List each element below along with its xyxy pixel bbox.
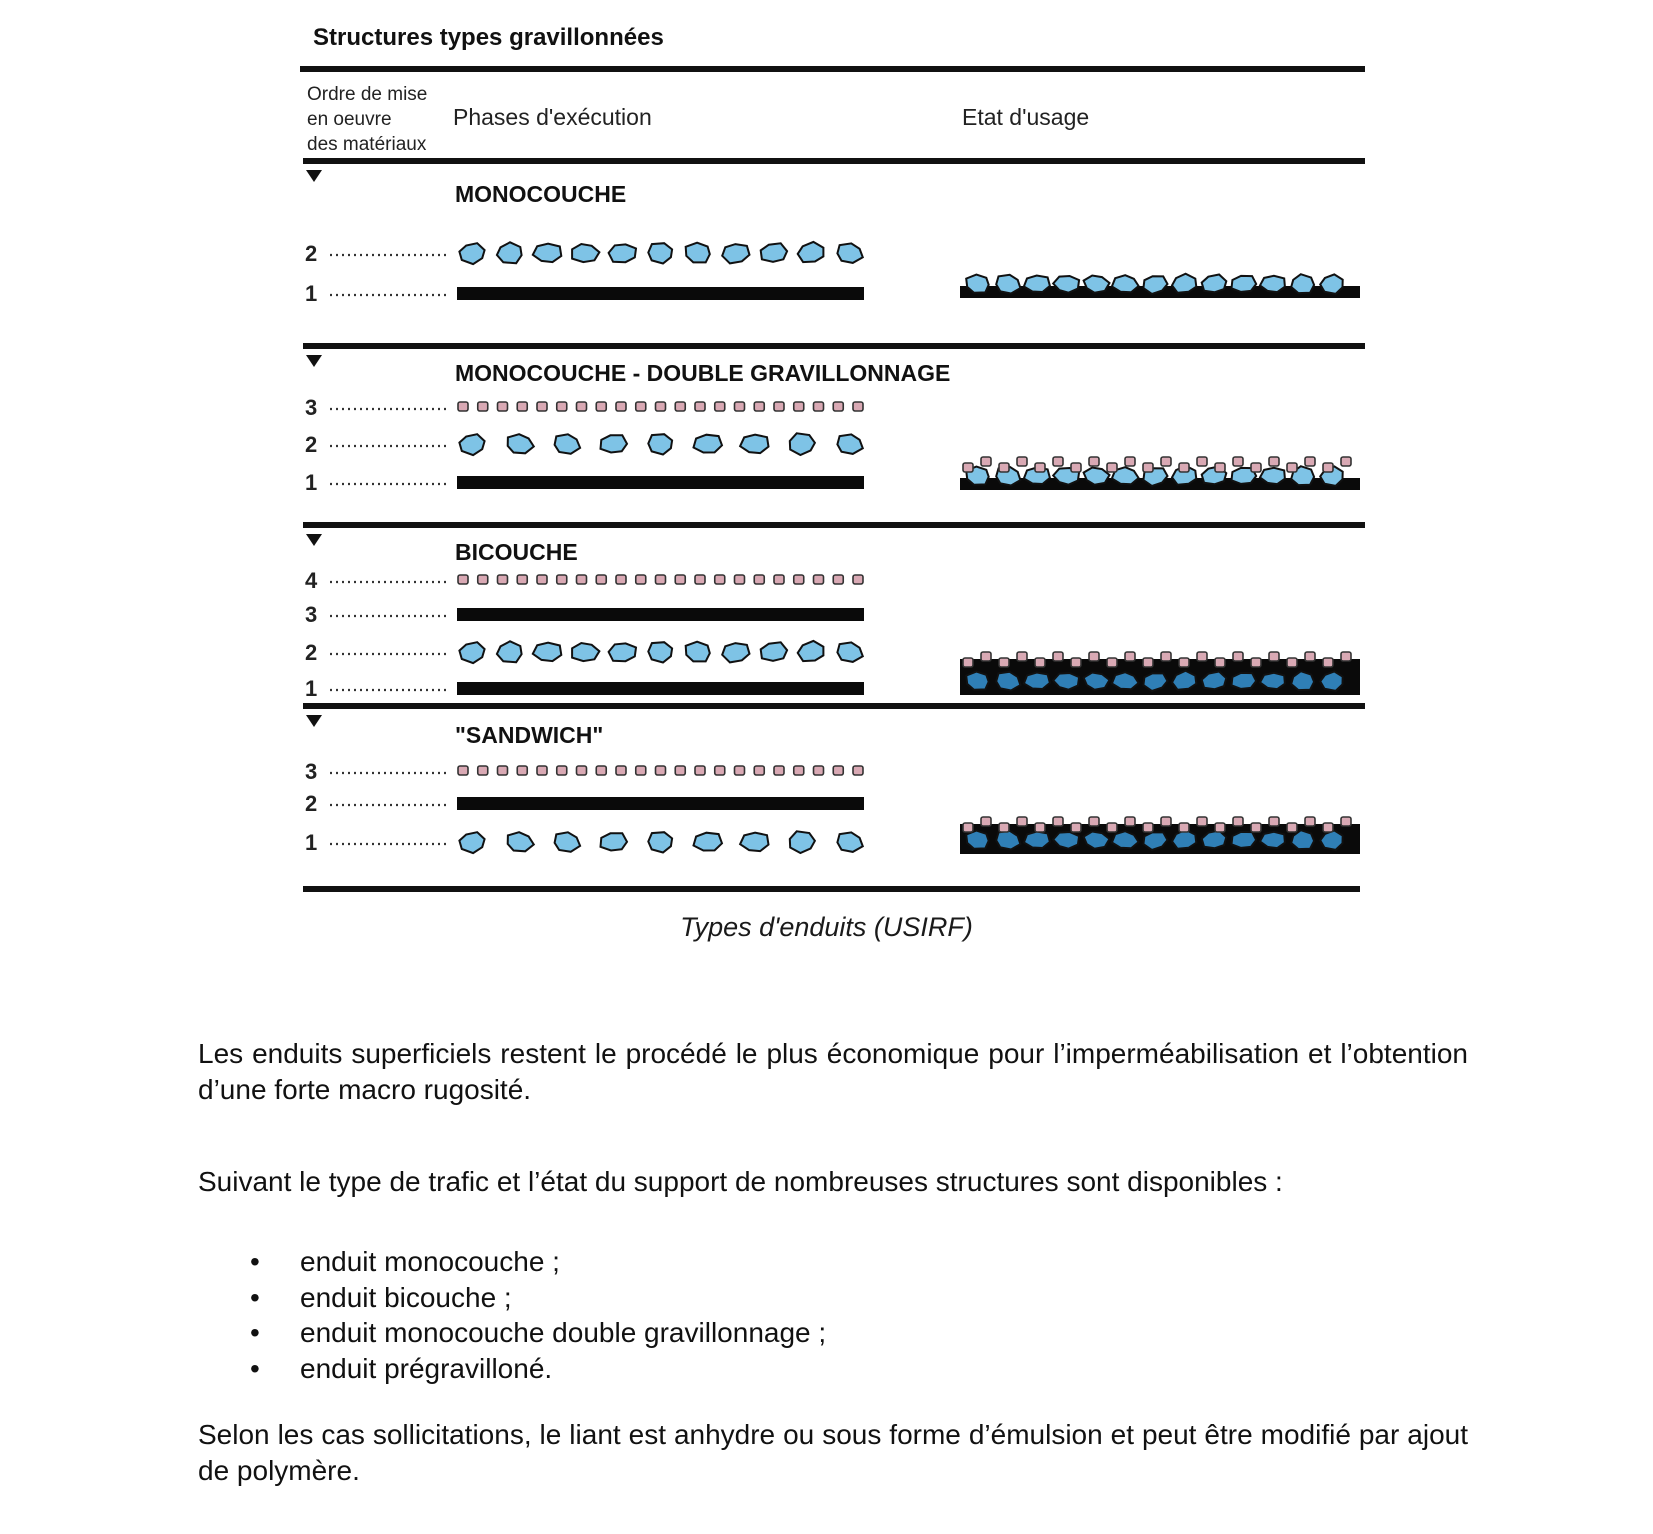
small-aggregate-stone bbox=[458, 766, 468, 775]
aggregate-stone bbox=[1024, 276, 1050, 293]
aggregate-stone bbox=[533, 643, 562, 661]
aggregate-stone bbox=[686, 642, 710, 662]
small-aggregate-stone bbox=[517, 766, 527, 775]
small-aggregate-stone bbox=[577, 575, 587, 584]
small-aggregate-stone bbox=[1035, 463, 1045, 472]
binder-layer bbox=[457, 287, 864, 300]
small-aggregate-stone bbox=[1143, 463, 1153, 472]
usage-state-2 bbox=[960, 457, 1360, 490]
layer-large-aggregate bbox=[459, 433, 862, 455]
small-aggregate-stone bbox=[1161, 457, 1171, 466]
binder-layer bbox=[457, 797, 864, 810]
small-aggregate-stone bbox=[833, 402, 843, 411]
section-rule bbox=[303, 158, 1365, 164]
aggregate-stone bbox=[722, 244, 749, 263]
layer-number: 3 bbox=[305, 602, 318, 627]
small-aggregate-stone bbox=[1341, 817, 1351, 826]
layer-number: 2 bbox=[305, 640, 318, 665]
small-aggregate-stone bbox=[1251, 823, 1261, 832]
aggregate-stone bbox=[459, 434, 484, 455]
small-aggregate-stone bbox=[1305, 817, 1315, 826]
section-name: MONOCOUCHE bbox=[455, 181, 627, 207]
small-aggregate-stone bbox=[1125, 817, 1135, 826]
small-aggregate-stone bbox=[853, 575, 863, 584]
small-aggregate-stone bbox=[981, 652, 991, 661]
list-item bbox=[198, 1280, 826, 1316]
small-aggregate-stone bbox=[754, 575, 764, 584]
layer-binder bbox=[457, 287, 864, 300]
small-aggregate-stone bbox=[963, 463, 973, 472]
aggregate-stone bbox=[508, 832, 534, 851]
small-aggregate-stone bbox=[1089, 817, 1099, 826]
aggregate-stone bbox=[798, 242, 824, 262]
small-aggregate-stone bbox=[616, 575, 626, 584]
small-aggregate-stone bbox=[1305, 652, 1315, 661]
aggregate-stone bbox=[740, 833, 768, 852]
small-aggregate-stone bbox=[596, 766, 606, 775]
section-4 bbox=[303, 703, 1365, 855]
small-aggregate-stone bbox=[1053, 652, 1063, 661]
small-aggregate-stone bbox=[754, 766, 764, 775]
aggregate-stone bbox=[740, 435, 768, 454]
small-aggregate-stone bbox=[458, 575, 468, 584]
aggregate-stone bbox=[648, 832, 672, 852]
small-aggregate-stone bbox=[1179, 658, 1189, 667]
small-aggregate-stone bbox=[715, 402, 725, 411]
small-aggregate-stone bbox=[537, 766, 547, 775]
small-aggregate-stone bbox=[1143, 823, 1153, 832]
small-aggregate-stone bbox=[695, 766, 705, 775]
layer-large-aggregate bbox=[459, 242, 862, 264]
small-aggregate-stone bbox=[1197, 457, 1207, 466]
list-item bbox=[198, 1315, 826, 1351]
small-aggregate-stone bbox=[636, 766, 646, 775]
aggregate-stone bbox=[837, 642, 862, 662]
small-aggregate-stone bbox=[636, 402, 646, 411]
small-aggregate-stone bbox=[1233, 817, 1243, 826]
layer-small-aggregate bbox=[458, 575, 863, 584]
small-aggregate-stone bbox=[1143, 658, 1153, 667]
aggregate-stone bbox=[648, 434, 672, 454]
small-aggregate-stone bbox=[715, 766, 725, 775]
small-aggregate-stone bbox=[675, 402, 685, 411]
small-aggregate-stone bbox=[981, 817, 991, 826]
aggregate-stone bbox=[533, 244, 562, 262]
small-aggregate-stone bbox=[675, 575, 685, 584]
aggregate-stone bbox=[508, 434, 534, 453]
aggregate-stone bbox=[459, 642, 484, 663]
aggregate-stone bbox=[1024, 673, 1050, 690]
layer-small-aggregate bbox=[458, 402, 863, 411]
small-aggregate-stone bbox=[981, 457, 991, 466]
layer-binder bbox=[457, 682, 864, 695]
list-item-text: enduit monocouche ; bbox=[300, 1246, 560, 1277]
small-aggregate-stone bbox=[1053, 817, 1063, 826]
aggregate-stone bbox=[1291, 274, 1314, 293]
small-aggregate-stone bbox=[1179, 463, 1189, 472]
aggregate-stone bbox=[1320, 274, 1343, 294]
small-aggregate-stone bbox=[1233, 457, 1243, 466]
small-aggregate-stone bbox=[695, 575, 705, 584]
small-aggregate-stone bbox=[735, 766, 745, 775]
list-item-text: enduit monocouche double gravillonnage ; bbox=[300, 1317, 827, 1348]
usage-state-1 bbox=[960, 274, 1360, 298]
small-aggregate-stone bbox=[1035, 823, 1045, 832]
layer-number: 1 bbox=[305, 470, 318, 495]
section-name: BICOUCHE bbox=[455, 539, 578, 565]
bullet-icon: • bbox=[250, 1352, 260, 1384]
small-aggregate-stone bbox=[1323, 823, 1333, 832]
small-aggregate-stone bbox=[814, 575, 824, 584]
small-aggregate-stone bbox=[1017, 457, 1027, 466]
aggregate-stone bbox=[555, 434, 581, 454]
small-aggregate-stone bbox=[853, 402, 863, 411]
small-aggregate-stone bbox=[537, 575, 547, 584]
aggregate-stone bbox=[1232, 276, 1257, 292]
small-aggregate-stone bbox=[715, 575, 725, 584]
aggregate-stone bbox=[1232, 832, 1257, 848]
small-aggregate-stone bbox=[1107, 658, 1117, 667]
usage-state-4 bbox=[960, 817, 1360, 854]
layer-large-aggregate bbox=[459, 641, 862, 663]
small-aggregate-stone bbox=[1089, 652, 1099, 661]
small-aggregate-stone bbox=[1269, 817, 1279, 826]
layer-number: 2 bbox=[305, 432, 318, 457]
small-aggregate-stone bbox=[1323, 658, 1333, 667]
aggregate-stone bbox=[555, 832, 581, 852]
small-aggregate-stone bbox=[1071, 463, 1081, 472]
small-aggregate-stone bbox=[999, 463, 1009, 472]
small-aggregate-stone bbox=[1197, 817, 1207, 826]
aggregate-stone bbox=[459, 243, 484, 264]
small-aggregate-stone bbox=[814, 766, 824, 775]
small-aggregate-stone bbox=[1071, 823, 1081, 832]
aggregate-stone bbox=[609, 643, 636, 661]
order-header-line-1: Ordre de mise bbox=[307, 84, 428, 105]
section-rule bbox=[303, 522, 1365, 528]
aggregate-stone bbox=[497, 641, 522, 662]
aggregate-stone bbox=[837, 434, 862, 454]
list-item bbox=[198, 1351, 826, 1387]
order-header-line-2: en oeuvre bbox=[307, 109, 392, 130]
small-aggregate-stone bbox=[656, 402, 666, 411]
aggregate-stone bbox=[686, 243, 710, 263]
aggregate-stone bbox=[648, 642, 672, 662]
binder-layer bbox=[457, 608, 864, 621]
small-aggregate-stone bbox=[999, 658, 1009, 667]
layer-number: 2 bbox=[305, 241, 318, 266]
aggregate-stone bbox=[837, 243, 862, 263]
small-aggregate-stone bbox=[754, 402, 764, 411]
small-aggregate-stone bbox=[853, 766, 863, 775]
bullet-icon: • bbox=[250, 1281, 260, 1313]
structures-list bbox=[198, 1244, 826, 1386]
aggregate-stone bbox=[966, 275, 989, 293]
small-aggregate-stone bbox=[675, 766, 685, 775]
aggregate-stone bbox=[1112, 275, 1139, 292]
section-3 bbox=[303, 522, 1365, 701]
small-aggregate-stone bbox=[596, 575, 606, 584]
aggregate-stone bbox=[1024, 832, 1050, 849]
list-item-text: enduit bicouche ; bbox=[300, 1281, 512, 1313]
small-aggregate-stone bbox=[1035, 658, 1045, 667]
small-aggregate-stone bbox=[616, 766, 626, 775]
layer-large-aggregate bbox=[459, 831, 862, 853]
layer-number: 1 bbox=[305, 281, 318, 306]
small-aggregate-stone bbox=[478, 766, 488, 775]
paragraph-intro: Les enduits superficiels restent le procédé le plus économique pour l’imperméabilisation et l’obtention d’une forte macro rugosité. bbox=[198, 1038, 1468, 1105]
small-aggregate-stone bbox=[478, 575, 488, 584]
layer-number: 1 bbox=[305, 676, 318, 701]
aggregate-stone bbox=[722, 643, 749, 662]
layer-number: 3 bbox=[305, 395, 318, 420]
layer-binder bbox=[457, 476, 864, 489]
small-aggregate-stone bbox=[1305, 457, 1315, 466]
aggregate-stone bbox=[837, 832, 862, 852]
small-aggregate-stone bbox=[1179, 823, 1189, 832]
down-arrow-icon bbox=[306, 534, 322, 546]
small-aggregate-stone bbox=[1107, 463, 1117, 472]
small-aggregate-stone bbox=[963, 658, 973, 667]
small-aggregate-stone bbox=[1251, 463, 1261, 472]
aggregate-stone bbox=[609, 244, 636, 262]
layer-number: 4 bbox=[305, 568, 318, 593]
small-aggregate-stone bbox=[498, 766, 508, 775]
aggregate-stone bbox=[761, 642, 787, 661]
aggregate-stone bbox=[1232, 673, 1257, 689]
section-rule bbox=[303, 343, 1365, 349]
section-name: "SANDWICH" bbox=[455, 722, 604, 748]
layer-binder bbox=[457, 608, 864, 621]
small-aggregate-stone bbox=[735, 402, 745, 411]
list-item-text: enduit prégravilloné. bbox=[300, 1352, 553, 1384]
small-aggregate-stone bbox=[833, 766, 843, 775]
order-header-line-3: des matériaux bbox=[307, 134, 427, 155]
small-aggregate-stone bbox=[1071, 658, 1081, 667]
small-aggregate-stone bbox=[774, 766, 784, 775]
small-aggregate-stone bbox=[794, 766, 804, 775]
small-aggregate-stone bbox=[1251, 658, 1261, 667]
aggregate-stone bbox=[996, 275, 1020, 294]
small-aggregate-stone bbox=[794, 402, 804, 411]
aggregate-stone bbox=[761, 243, 787, 261]
binder-layer bbox=[457, 682, 864, 695]
aggregate-stone bbox=[1172, 274, 1196, 293]
bottom-rule bbox=[303, 886, 1360, 892]
aggregate-stone bbox=[572, 244, 599, 262]
small-aggregate-stone bbox=[814, 402, 824, 411]
aggregate-stone bbox=[601, 435, 628, 452]
small-aggregate-stone bbox=[656, 575, 666, 584]
top-rule bbox=[300, 66, 1365, 72]
small-aggregate-stone bbox=[616, 402, 626, 411]
small-aggregate-stone bbox=[1053, 457, 1063, 466]
small-aggregate-stone bbox=[1161, 817, 1171, 826]
figure-title: Structures types gravillonnées bbox=[313, 24, 664, 51]
paragraph-binder: Selon les cas sollicitations, le liant est anhydre ou sous forme d’émulsion et peut être modifié par ajout de polymère. bbox=[198, 1419, 1468, 1486]
bullet-icon: • bbox=[250, 1317, 260, 1348]
small-aggregate-stone bbox=[1215, 823, 1225, 832]
aggregate-stone bbox=[966, 831, 989, 849]
small-aggregate-stone bbox=[1287, 658, 1297, 667]
phases-header: Phases d'exécution bbox=[453, 104, 652, 130]
small-aggregate-stone bbox=[695, 402, 705, 411]
small-aggregate-stone bbox=[794, 575, 804, 584]
small-aggregate-stone bbox=[735, 575, 745, 584]
small-aggregate-stone bbox=[517, 575, 527, 584]
small-aggregate-stone bbox=[557, 766, 567, 775]
small-aggregate-stone bbox=[1287, 823, 1297, 832]
section-1 bbox=[303, 158, 1365, 306]
small-aggregate-stone bbox=[557, 575, 567, 584]
small-aggregate-stone bbox=[1125, 457, 1135, 466]
aggregate-stone bbox=[1202, 275, 1227, 293]
aggregate-stone bbox=[459, 832, 484, 853]
small-aggregate-stone bbox=[478, 402, 488, 411]
down-arrow-icon bbox=[306, 170, 322, 182]
small-aggregate-stone bbox=[596, 402, 606, 411]
small-aggregate-stone bbox=[1107, 823, 1117, 832]
small-aggregate-stone bbox=[1017, 817, 1027, 826]
small-aggregate-stone bbox=[656, 766, 666, 775]
aggregate-stone bbox=[694, 833, 723, 851]
small-aggregate-stone bbox=[1125, 652, 1135, 661]
aggregate-stone bbox=[497, 242, 522, 263]
small-aggregate-stone bbox=[537, 402, 547, 411]
small-aggregate-stone bbox=[577, 402, 587, 411]
aggregate-stone bbox=[648, 243, 672, 263]
small-aggregate-stone bbox=[517, 402, 527, 411]
aggregate-stone bbox=[798, 641, 824, 661]
small-aggregate-stone bbox=[498, 402, 508, 411]
small-aggregate-stone bbox=[1089, 457, 1099, 466]
small-aggregate-stone bbox=[833, 575, 843, 584]
small-aggregate-stone bbox=[774, 402, 784, 411]
small-aggregate-stone bbox=[636, 575, 646, 584]
down-arrow-icon bbox=[306, 715, 322, 727]
small-aggregate-stone bbox=[963, 823, 973, 832]
layer-binder bbox=[457, 797, 864, 810]
list-item bbox=[198, 1244, 826, 1280]
layer-number: 3 bbox=[305, 759, 318, 784]
usage-state-3 bbox=[960, 652, 1360, 695]
paragraph-structures: Suivant le type de trafic et l’état du support de nombreuses structures sont disponibles : bbox=[198, 1166, 1283, 1197]
small-aggregate-stone bbox=[1197, 652, 1207, 661]
small-aggregate-stone bbox=[1341, 457, 1351, 466]
aggregate-stone bbox=[790, 831, 815, 853]
section-2 bbox=[303, 343, 1365, 495]
small-aggregate-stone bbox=[1323, 463, 1333, 472]
aggregate-stone bbox=[572, 643, 599, 661]
small-aggregate-stone bbox=[999, 823, 1009, 832]
section-name: MONOCOUCHE - DOUBLE GRAVILLONNAGE bbox=[455, 360, 951, 386]
small-aggregate-stone bbox=[774, 575, 784, 584]
small-aggregate-stone bbox=[557, 402, 567, 411]
aggregate-stone bbox=[966, 672, 989, 690]
small-aggregate-stone bbox=[1215, 463, 1225, 472]
small-aggregate-stone bbox=[1287, 463, 1297, 472]
small-aggregate-stone bbox=[1161, 652, 1171, 661]
usage-header: Etat d'usage bbox=[962, 104, 1090, 130]
aggregate-stone bbox=[601, 833, 628, 850]
small-aggregate-stone bbox=[1215, 658, 1225, 667]
layer-number: 2 bbox=[305, 791, 318, 816]
figure-caption: Types d'enduits (USIRF) bbox=[680, 912, 973, 942]
layer-number: 1 bbox=[305, 830, 318, 855]
binder-layer bbox=[457, 476, 864, 489]
bullet-icon: • bbox=[250, 1246, 260, 1277]
down-arrow-icon bbox=[306, 355, 322, 367]
small-aggregate-stone bbox=[1269, 652, 1279, 661]
small-aggregate-stone bbox=[577, 766, 587, 775]
small-aggregate-stone bbox=[458, 402, 468, 411]
small-aggregate-stone bbox=[1233, 652, 1243, 661]
small-aggregate-stone bbox=[498, 575, 508, 584]
layer-small-aggregate bbox=[458, 766, 863, 775]
small-aggregate-stone bbox=[1017, 652, 1027, 661]
small-aggregate-stone bbox=[1269, 457, 1279, 466]
section-rule bbox=[303, 703, 1365, 709]
aggregate-stone bbox=[790, 433, 815, 455]
aggregate-stone bbox=[694, 435, 723, 453]
small-aggregate-stone bbox=[1341, 652, 1351, 661]
